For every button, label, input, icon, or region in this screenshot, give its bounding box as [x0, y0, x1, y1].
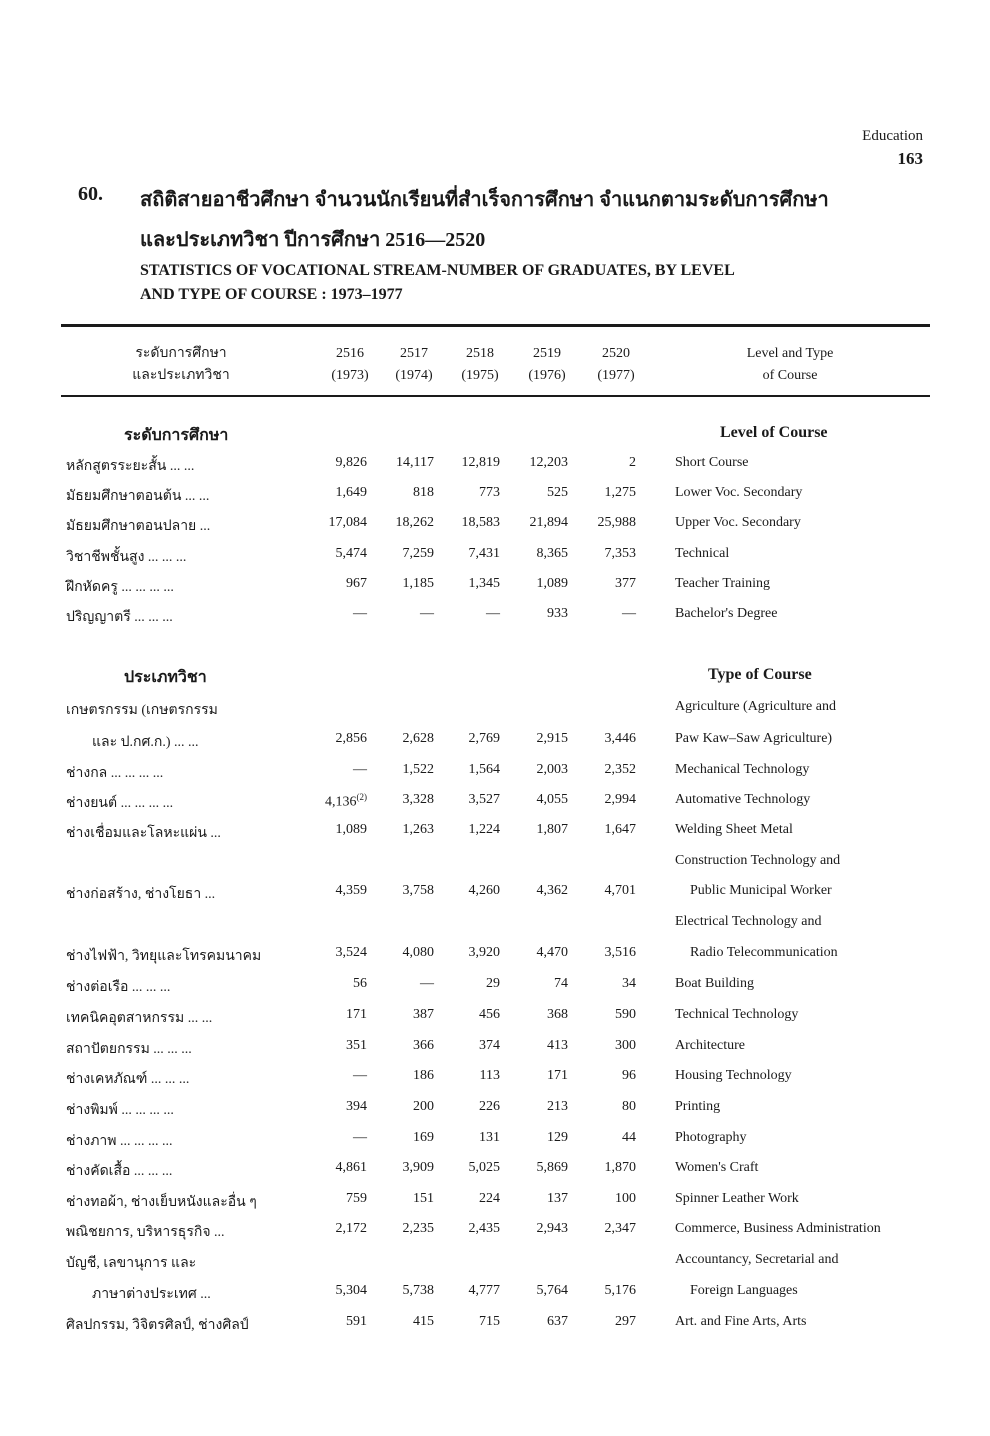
row-value: 351 — [346, 1038, 367, 1053]
row-value: 1,263 — [402, 822, 434, 837]
row-value: 1,089 — [335, 822, 367, 837]
row-label-thai: ช่างไฟฟ้า, วิทยุและโทรคมนาคม — [66, 949, 262, 964]
row-value: 715 — [479, 1314, 500, 1329]
table-row — [0, 792, 990, 818]
row-value: 21,894 — [529, 515, 568, 530]
row-value: 96 — [622, 1068, 636, 1083]
row-value: 5,474 — [335, 546, 367, 561]
row-label-thai: ช่างก่อสร้าง, ช่างโยธา ... — [66, 887, 216, 902]
row-label-thai: ปริญญาตรี ... ... ... — [66, 610, 173, 625]
row-label-thai: ช่างต่อเรือ ... ... ... — [66, 980, 171, 995]
row-value: 12,203 — [529, 455, 568, 470]
row-value: 2,172 — [335, 1221, 367, 1236]
row-label-english: Printing — [675, 1099, 721, 1114]
table-row — [0, 1068, 990, 1094]
row-value: 1,185 — [402, 576, 434, 591]
row-label-english: Accountancy, Secretarial and — [675, 1252, 839, 1267]
year-header — [584, 343, 648, 387]
row-value: 2,769 — [468, 731, 500, 746]
row-label-thai: ช่างพิมพ์ ... ... ... ... — [66, 1103, 174, 1118]
row-label-thai: ช่างทอผ้า, ช่างเย็บหนังและอื่น ๆ — [66, 1195, 257, 1210]
row-label-english: Spinner Leather Work — [675, 1191, 799, 1206]
row-value: 169 — [413, 1130, 434, 1145]
row-value: 80 — [622, 1099, 636, 1114]
row-label-english: Teacher Training — [675, 576, 771, 591]
row-value: 4,260 — [468, 883, 500, 898]
row-value: 590 — [615, 1007, 636, 1022]
table-row — [0, 1283, 990, 1309]
table-row — [0, 731, 990, 757]
table-row — [0, 606, 990, 632]
section-heading-thai: ประเภทวิชา — [124, 669, 207, 686]
row-value: 366 — [413, 1038, 434, 1053]
row-value: 5,025 — [468, 1160, 500, 1175]
row-value: 415 — [413, 1314, 434, 1329]
row-value: 12,819 — [461, 455, 500, 470]
row-label-english: Women's Craft — [675, 1160, 759, 1175]
row-label-thai: ศิลปกรรม, วิจิตรศิลป์, ช่างศิลป์ — [66, 1318, 249, 1333]
table-row — [0, 1221, 990, 1247]
footnote-marker: (2) — [356, 792, 367, 802]
row-value: 137 — [547, 1191, 568, 1206]
row-value: 186 — [413, 1068, 434, 1083]
row-label-english: Electrical Technology and — [675, 914, 822, 929]
row-value: 129 — [547, 1130, 568, 1145]
row-value: 4,861 — [335, 1160, 367, 1175]
row-value: 18,583 — [461, 515, 500, 530]
year-header — [318, 343, 382, 387]
row-value: 2,628 — [402, 731, 434, 746]
row-value: 2,856 — [335, 731, 367, 746]
table-row — [0, 883, 990, 909]
english-column-header — [690, 343, 890, 387]
table-row — [0, 546, 990, 572]
table-row — [0, 699, 990, 725]
row-value: 17,084 — [328, 515, 367, 530]
row-value: — — [622, 606, 636, 621]
english-title-line2: AND TYPE OF COURSE : 1973–1977 — [140, 286, 403, 303]
row-value: 5,304 — [335, 1283, 367, 1298]
row-label-thai: และ ป.กศ.ก.) ... ... — [92, 735, 199, 750]
thai-title-line2: และประเภทวิชา ปีการศึกษา 2516—2520 — [140, 229, 486, 251]
page-header-section: Education — [862, 128, 923, 144]
row-value: — — [353, 1068, 367, 1083]
row-value: 1,224 — [468, 822, 500, 837]
section-heading-thai: ระดับการศึกษา — [124, 427, 229, 444]
row-label-english: Boat Building — [675, 976, 754, 991]
row-label-thai: พณิชยการ, บริหารธุรกิจ ... — [66, 1225, 225, 1240]
table-row — [0, 1099, 990, 1125]
row-value: 2,435 — [468, 1221, 500, 1236]
year-be: 2519 — [533, 346, 561, 361]
row-label-english: Foreign Languages — [690, 1283, 798, 1298]
row-value: 3,909 — [402, 1160, 434, 1175]
row-value: 4,359 — [335, 883, 367, 898]
row-value: 2,347 — [604, 1221, 636, 1236]
row-label-thai: วิชาชีพชั้นสูง ... ... ... — [66, 550, 187, 565]
table-row — [0, 1007, 990, 1033]
table-row — [0, 1252, 990, 1278]
row-label-english: Photography — [675, 1130, 747, 1145]
row-value: 151 — [413, 1191, 434, 1206]
thai-column-header — [96, 343, 266, 387]
row-value: 2,994 — [604, 792, 636, 807]
row-label-english: Agriculture (Agriculture and — [675, 699, 836, 714]
year-header — [448, 343, 512, 387]
row-value: 100 — [615, 1191, 636, 1206]
year-ce: (1977) — [597, 368, 635, 383]
row-label-thai: ฝึกหัดครู ... ... ... ... — [66, 580, 174, 595]
row-label-thai: มัธยมศึกษาตอนปลาย ... — [66, 519, 211, 534]
row-value: 1,807 — [536, 822, 568, 837]
row-value: 25,988 — [597, 515, 636, 530]
table-row — [0, 853, 990, 879]
english-column-header-line2: of Course — [762, 368, 818, 383]
row-value: 1,647 — [604, 822, 636, 837]
row-value: 1,564 — [468, 762, 500, 777]
row-value: — — [486, 606, 500, 621]
row-label-thai: ช่างเชื่อมและโลหะแผ่น ... — [66, 826, 221, 841]
row-value: 1,870 — [604, 1160, 636, 1175]
row-value: 2,235 — [402, 1221, 434, 1236]
row-value: 300 — [615, 1038, 636, 1053]
row-value: 5,869 — [536, 1160, 568, 1175]
row-label-english: Mechanical Technology — [675, 762, 810, 777]
row-value: 171 — [346, 1007, 367, 1022]
year-ce: (1973) — [331, 368, 369, 383]
row-value: 226 — [479, 1099, 500, 1114]
table-row — [0, 1130, 990, 1156]
row-value: 74 — [554, 976, 568, 991]
row-value: 3,920 — [468, 945, 500, 960]
row-value: — — [420, 976, 434, 991]
thai-column-header-line1: ระดับการศึกษา — [135, 346, 227, 361]
row-value: 525 — [547, 485, 568, 500]
year-ce: (1976) — [528, 368, 566, 383]
table-row — [0, 1314, 990, 1340]
table-row — [0, 1191, 990, 1217]
row-value: 4,080 — [402, 945, 434, 960]
row-value: 3,446 — [604, 731, 636, 746]
row-value: 200 — [413, 1099, 434, 1114]
row-value: 933 — [547, 606, 568, 621]
row-value: 213 — [547, 1099, 568, 1114]
year-be: 2520 — [602, 346, 630, 361]
row-value: — — [353, 606, 367, 621]
row-label-english: Public Municipal Worker — [690, 883, 832, 898]
row-label-english: Technical Technology — [675, 1007, 799, 1022]
row-value: 637 — [547, 1314, 568, 1329]
row-label-english: Architecture — [675, 1038, 745, 1053]
row-label-english: Welding Sheet Metal — [675, 822, 793, 837]
row-label-english: Commerce, Business Administration — [675, 1221, 881, 1236]
row-value: 413 — [547, 1038, 568, 1053]
table-row — [0, 485, 990, 511]
row-value: 7,259 — [402, 546, 434, 561]
row-value: 759 — [346, 1191, 367, 1206]
row-value: 14,117 — [396, 455, 434, 470]
row-value: 374 — [479, 1038, 500, 1053]
row-value: 1,345 — [468, 576, 500, 591]
year-be: 2518 — [466, 346, 494, 361]
row-label-thai: ช่างภาพ ... ... ... ... — [66, 1134, 173, 1149]
row-label-thai: มัธยมศึกษาตอนต้น ... ... — [66, 489, 210, 504]
row-label-english: Bachelor's Degree — [675, 606, 778, 621]
row-value: 9,826 — [335, 455, 367, 470]
year-be: 2516 — [336, 346, 364, 361]
row-value: 113 — [479, 1068, 500, 1083]
row-value: 8,365 — [536, 546, 568, 561]
row-label-thai: ช่างคัดเสื้อ ... ... ... — [66, 1164, 173, 1179]
row-value: 18,262 — [395, 515, 434, 530]
row-value: 591 — [346, 1314, 367, 1329]
row-value: 1,522 — [402, 762, 434, 777]
row-label-thai: หลักสูตรระยะสั้น ... ... — [66, 459, 195, 474]
table-row — [0, 822, 990, 848]
header-bottom-rule — [61, 395, 930, 397]
row-value: 4,362 — [536, 883, 568, 898]
row-value: 7,431 — [468, 546, 500, 561]
table-number: 60. — [78, 183, 103, 205]
row-value: 4,777 — [468, 1283, 500, 1298]
row-value: 3,527 — [468, 792, 500, 807]
year-ce: (1974) — [395, 368, 433, 383]
row-value: 456 — [479, 1007, 500, 1022]
row-value: 5,764 — [536, 1283, 568, 1298]
row-value: 3,524 — [335, 945, 367, 960]
row-value: 131 — [479, 1130, 500, 1145]
row-value: 394 — [346, 1099, 367, 1114]
year-be: 2517 — [400, 346, 428, 361]
row-label-thai: เกษตรกรรม (เกษตรกรรม — [66, 703, 218, 718]
row-label-english: Automative Technology — [675, 792, 811, 807]
row-label-english: Upper Voc. Secondary — [675, 515, 801, 530]
row-value: 1,275 — [604, 485, 636, 500]
row-label-english: Lower Voc. Secondary — [675, 485, 803, 500]
row-label-english: Paw Kaw–Saw Agriculture) — [675, 731, 833, 746]
row-value: 297 — [615, 1314, 636, 1329]
thai-column-header-line2: และประเภทวิชา — [132, 368, 230, 383]
english-title-line1: STATISTICS OF VOCATIONAL STREAM-NUMBER OF GRADUATES, BY LEVEL — [140, 262, 735, 279]
row-value: 5,738 — [402, 1283, 434, 1298]
row-label-thai: ภาษาต่างประเทศ ... — [92, 1287, 211, 1302]
row-label-thai: ช่างยนต์ ... ... ... ... — [66, 796, 174, 811]
row-label-english: Short Course — [675, 455, 749, 470]
row-value: 5,176 — [604, 1283, 636, 1298]
year-ce: (1975) — [461, 368, 499, 383]
row-value: 29 — [486, 976, 500, 991]
row-value: 387 — [413, 1007, 434, 1022]
row-value: 34 — [622, 976, 636, 991]
row-value: 224 — [479, 1191, 500, 1206]
row-value: 2,352 — [604, 762, 636, 777]
year-header — [515, 343, 579, 387]
table-row — [0, 762, 990, 788]
table-row — [0, 1038, 990, 1064]
row-label-thai: ช่างเคหภัณฑ์ ... ... ... — [66, 1072, 190, 1087]
row-value: 2,003 — [536, 762, 568, 777]
row-label-english: Radio Telecommunication — [690, 945, 838, 960]
row-value: 56 — [353, 976, 367, 991]
row-value: 2,943 — [536, 1221, 568, 1236]
row-label-english: Housing Technology — [675, 1068, 792, 1083]
row-value: 44 — [622, 1130, 636, 1145]
row-label-english: Technical — [675, 546, 730, 561]
table-row — [0, 515, 990, 541]
row-value: 3,758 — [402, 883, 434, 898]
row-label-thai: ช่างกล ... ... ... ... — [66, 766, 164, 781]
year-header — [382, 343, 446, 387]
row-value: 4,055 — [536, 792, 568, 807]
english-column-header-line1: Level and Type — [746, 346, 834, 361]
row-value: 967 — [346, 576, 367, 591]
row-value: 3,516 — [604, 945, 636, 960]
row-label-english: Art. and Fine Arts, Arts — [675, 1314, 807, 1329]
table-row — [0, 945, 990, 971]
row-value: 4,470 — [536, 945, 568, 960]
thai-title-line1: สถิติสายอาชีวศึกษา จำนวนนักเรียนที่สำเร็จการศึกษา จำแนกตามระดับการศึกษา — [140, 189, 829, 211]
row-value: 2,915 — [536, 731, 568, 746]
row-label-thai: บัญชี, เลขานุการ และ — [66, 1256, 197, 1271]
row-value: 773 — [479, 485, 500, 500]
row-value: — — [420, 606, 434, 621]
table-row — [0, 455, 990, 481]
row-value: — — [353, 762, 367, 777]
table-row — [0, 576, 990, 602]
section-heading-english: Level of Course — [720, 424, 828, 441]
row-value: 1,089 — [536, 576, 568, 591]
row-value: 7,353 — [604, 546, 636, 561]
row-label-thai: เทคนิคอุตสาหกรรม ... ... — [66, 1011, 213, 1026]
row-value: — — [353, 1130, 367, 1145]
table-row — [0, 914, 990, 940]
table-row — [0, 1160, 990, 1186]
row-label-english: Construction Technology and — [675, 853, 841, 868]
row-value: 2 — [629, 455, 636, 470]
table-row — [0, 976, 990, 1002]
table-top-rule — [61, 324, 930, 327]
row-label-thai: สถาปัตยกรรม ... ... ... — [66, 1042, 192, 1057]
row-value: 4,701 — [604, 883, 636, 898]
row-value: 818 — [413, 485, 434, 500]
row-value: 377 — [615, 576, 636, 591]
row-value: 171 — [547, 1068, 568, 1083]
row-value: 368 — [547, 1007, 568, 1022]
row-value: 1,649 — [335, 485, 367, 500]
row-value: 4,136$^{(2)}$ — [325, 792, 367, 810]
row-value: 3,328 — [402, 792, 434, 807]
section-heading-english: Type of Course — [708, 666, 812, 683]
page-number: 163 — [897, 149, 923, 168]
